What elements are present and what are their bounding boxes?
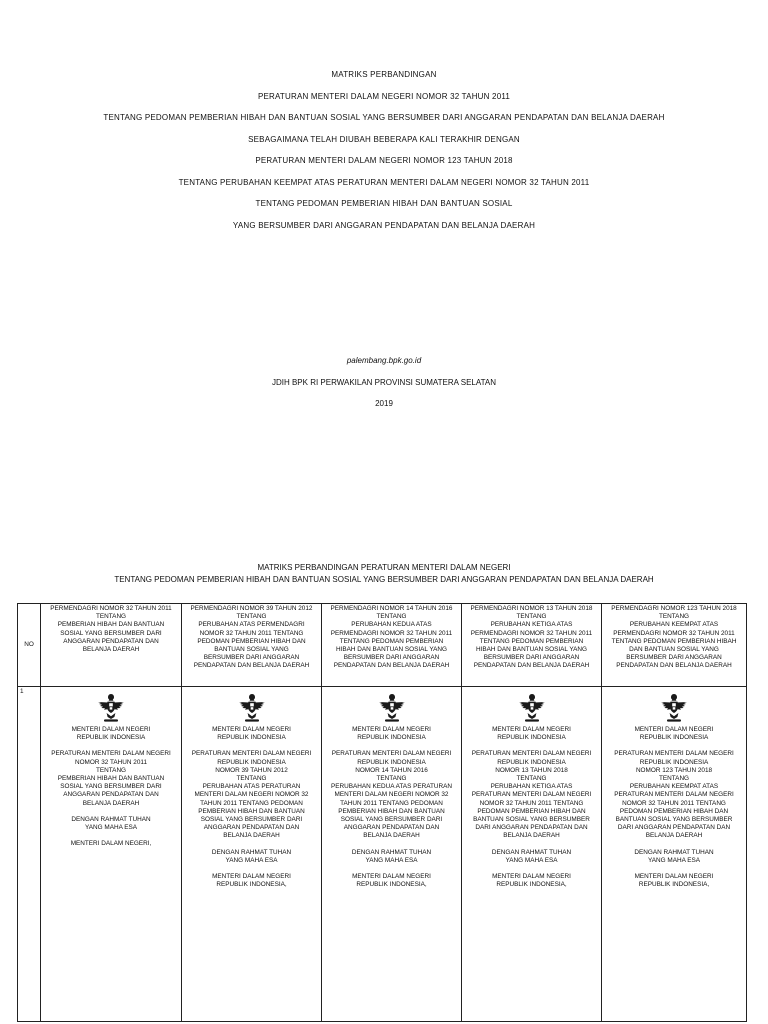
garuda-emblem-icon xyxy=(377,692,407,724)
column-header-line: PEDOMAN PEMBERIAN HIBAH DAN xyxy=(197,637,306,645)
regulation-text-line: MENTERI DALAM NEGERI xyxy=(492,726,571,733)
column-header-line: SOSIAL YANG BERSUMBER DARI xyxy=(60,629,162,637)
regulation-text-line: REPUBLIK INDONESIA xyxy=(357,758,426,766)
regulation-text-line: YANG MAHA ESA xyxy=(365,856,418,864)
regulation-text-line: REPUBLIK INDONESIA xyxy=(639,734,709,742)
paragraph-gap xyxy=(325,865,458,873)
regulation-text-line: PERUBAHAN KETIGA ATAS xyxy=(490,783,573,791)
column-header-line: PENDAPATAN DAN BELANJA DAERAH xyxy=(473,662,590,670)
regulation-text-line: MENTERI DALAM NEGERI xyxy=(352,873,431,881)
table-cell xyxy=(322,687,462,1022)
regulation-text xyxy=(44,726,178,848)
regulation-text-line: REPUBLIK INDONESIA, xyxy=(638,881,710,889)
regulation-text-line: MENTERI DALAM NEGERI NOMOR 32 xyxy=(334,791,449,799)
column-header-line: TENTANG xyxy=(95,613,127,621)
column-header-line: PENDAPATAN DAN BELANJA DAERAH xyxy=(616,662,732,670)
regulation-text-line: NOMOR 13 TAHUN 2018 xyxy=(495,766,568,774)
regulation-text xyxy=(605,726,743,889)
column-header-line: PERMENDAGRI NOMOR 32 TAHUN 2011 xyxy=(330,629,453,637)
paragraph-gap xyxy=(185,742,318,750)
regulation-text-line: PERATURAN MENTERI DALAM NEGERI xyxy=(614,750,734,758)
cover-title-line: PERATURAN MENTERI DALAM NEGERI NOMOR 32 TAHUN 2011 xyxy=(257,91,511,101)
regulation-text-line: PERATURAN MENTERI DALAM NEGERI xyxy=(471,750,592,758)
regulation-text-line: MENTERI DALAM NEGERI xyxy=(352,726,431,733)
regulation-text-line: MENTERI DALAM NEGERI, xyxy=(70,840,152,848)
regulation-text-line: TAHUN 2011 TENTANG PEDOMAN xyxy=(340,799,443,807)
regulation-text-line: REPUBLIK INDONESIA, xyxy=(216,881,287,889)
regulation-text-line: MENTERI DALAM NEGERI xyxy=(492,873,571,881)
regulation-text-line: PERATURAN MENTERI DALAM NEGERI xyxy=(191,750,312,758)
paragraph-gap xyxy=(44,832,178,840)
regulation-text-line: PERUBAHAN KEDUA ATAS PERATURAN xyxy=(330,783,453,791)
column-header-line: PERMENDAGRI NOMOR 13 TAHUN 2018 xyxy=(470,605,593,612)
column-header-line: HIBAH DAN BANTUAN SOSIAL YANG xyxy=(335,646,448,654)
column-header-line: PERMENDAGRI NOMOR 14 TAHUN 2016 xyxy=(330,605,453,612)
column-header-line: BERSUMBER DARI ANGGARAN xyxy=(203,654,300,662)
regulation-text-line: PERUBAHAN ATAS PERATURAN xyxy=(202,783,301,791)
paragraph-gap xyxy=(325,841,458,849)
regulation-text-line: TAHUN 2011 TENTANG PEDOMAN xyxy=(200,799,303,807)
regulation-text-line: REPUBLIK INDONESIA xyxy=(497,734,566,742)
column-header-line: ANGGARAN PENDAPATAN DAN xyxy=(63,637,159,645)
regulation-text-line: MENTERI DALAM NEGERI NOMOR 32 xyxy=(194,791,309,799)
column-header-line: BELANJA DAERAH xyxy=(82,646,140,654)
regulation-text-line: PERUBAHAN KEEMPAT ATAS xyxy=(629,783,719,791)
column-header-line: PERUBAHAN KETIGA ATAS xyxy=(490,621,573,629)
regulation-text-line: SOSIAL YANG BERSUMBER DARI xyxy=(340,816,443,824)
regulation-text-line: ANGGARAN PENDAPATAN DAN xyxy=(203,824,300,832)
regulation-text-line: BELANJA DAERAH xyxy=(363,832,420,840)
regulation-text-line: PEMBERIAN HIBAH DAN BANTUAN xyxy=(198,807,305,815)
column-header-line: PERUBAHAN KEEMPAT ATAS xyxy=(629,621,719,629)
regulation-text-line: TENTANG xyxy=(95,766,127,774)
column-header-line: TENTANG PEDOMAN PEMBERIAN HIBAH xyxy=(611,637,737,645)
cover-title-line: TENTANG PEDOMAN PEMBERIAN HIBAH DAN BANTUAN SOSIAL YANG BERSUMBER DARI ANGGARAN PENDAPATAN DAN BELANJA DAERAH xyxy=(103,113,665,122)
table-row xyxy=(18,687,747,1022)
column-header-line: TENTANG PEDOMAN PEMBERIAN xyxy=(339,637,444,645)
regulation-text-line: DARI ANGGARAN PENDAPATAN DAN xyxy=(475,824,588,832)
regulation-text-line: YANG MAHA ESA xyxy=(505,856,558,864)
regulation-text-line: SOSIAL YANG BERSUMBER DARI xyxy=(200,816,303,824)
regulation-text-line: ANGGARAN PENDAPATAN DAN xyxy=(63,791,159,799)
regulation-text-line: YANG MAHA ESA xyxy=(225,856,278,864)
column-header-line: PERUBAHAN ATAS PERMENDAGRI xyxy=(198,621,305,629)
column-header-line: PENDAPATAN DAN BELANJA DAERAH xyxy=(333,662,450,670)
regulation-text-line: BANTUAN SOSIAL YANG BERSUMBER xyxy=(615,816,733,824)
regulation-text-line: NOMOR 32 TAHUN 2011 TENTANG xyxy=(622,799,726,807)
cover-title-line: MATRIKS PERBANDINGAN xyxy=(331,70,437,79)
column-header xyxy=(41,604,182,687)
regulation-text-line: YANG MAHA ESA xyxy=(647,856,701,864)
paragraph-gap xyxy=(605,742,743,750)
year-text: 2019 xyxy=(375,399,393,408)
organization-text: JDIH BPK RI PERWAKILAN PROVINSI SUMATERA SELATAN xyxy=(271,377,497,387)
paragraph-gap xyxy=(185,841,318,849)
cover-title-block xyxy=(0,64,768,236)
matrix-title-line-1: MATRIKS PERBANDINGAN PERATURAN MENTERI DALAM NEGERI xyxy=(257,563,511,572)
column-header-no: NO xyxy=(18,604,41,687)
regulation-text-line: DENGAN RAHMAT TUHAN xyxy=(634,848,714,856)
regulation-text-line: PEDOMAN PEMBERIAN HIBAH DAN xyxy=(619,807,729,815)
regulation-text xyxy=(185,726,318,889)
regulation-text-line: DENGAN RAHMAT TUHAN xyxy=(491,848,572,856)
regulation-text-line: DENGAN RAHMAT TUHAN xyxy=(211,848,292,856)
regulation-text-line: REPUBLIK INDONESIA xyxy=(357,734,426,742)
regulation-text-line: ANGGARAN PENDAPATAN DAN xyxy=(343,824,440,832)
column-header-line: TENTANG xyxy=(516,613,547,621)
regulation-text-line: NOMOR 32 TAHUN 2011 xyxy=(74,758,148,766)
regulation-text-line: MENTERI DALAM NEGERI xyxy=(634,726,714,733)
paragraph-gap xyxy=(605,841,743,849)
regulation-text-line: DENGAN RAHMAT TUHAN xyxy=(351,848,432,856)
regulation-text-line: NOMOR 39 TAHUN 2012 xyxy=(215,766,288,774)
row-number: 1 xyxy=(18,687,41,1022)
cover-title-line: TENTANG PERUBAHAN KEEMPAT ATAS PERATURAN MENTERI DALAM NEGERI NOMOR 32 TAHUN 2011 xyxy=(178,177,590,187)
regulation-text-line: NOMOR 32 TAHUN 2011 TENTANG xyxy=(479,799,584,807)
table-cell xyxy=(41,687,182,1022)
regulation-text-line: PEMBERIAN HIBAH DAN BANTUAN xyxy=(338,807,445,815)
regulation-text-line: PEMBERIAN HIBAH DAN BANTUAN xyxy=(57,775,165,783)
cover-title-line: YANG BERSUMBER DARI ANGGARAN PENDAPATAN DAN BELANJA DAERAH xyxy=(232,220,536,230)
column-header-line: BERSUMBER DARI ANGGARAN xyxy=(343,654,440,662)
regulation-text-line: MENTERI DALAM NEGERI xyxy=(634,873,714,881)
regulation-text-line: BELANJA DAERAH xyxy=(503,832,560,840)
regulation-text-line: MENTERI DALAM NEGERI xyxy=(212,873,291,881)
regulation-text-line: TENTANG xyxy=(516,775,547,783)
regulation-text xyxy=(325,726,458,889)
table-cell xyxy=(182,687,322,1022)
regulation-text-line: BANTUAN SOSIAL YANG BERSUMBER xyxy=(473,816,590,824)
regulation-text-line: TENTANG xyxy=(236,775,267,783)
column-header-line: NOMOR 32 TAHUN 2011 TENTANG xyxy=(199,629,304,637)
regulation-text-line: PERATURAN MENTERI DALAM NEGERI xyxy=(614,791,734,799)
column-header-line: PERMENDAGRI NOMOR 39 TAHUN 2012 xyxy=(190,605,313,612)
table-header-row xyxy=(18,604,747,687)
paragraph-gap xyxy=(44,808,178,816)
regulation-text-line: YANG MAHA ESA xyxy=(84,824,138,832)
cover-title-line: SEBAGAIMANA TELAH DIUBAH BEBERAPA KALI TERAKHIR DENGAN xyxy=(248,134,520,144)
regulation-text-line: REPUBLIK INDONESIA xyxy=(217,758,286,766)
garuda-emblem-icon xyxy=(96,692,126,724)
regulation-text-line: REPUBLIK INDONESIA xyxy=(639,758,709,766)
regulation-text-line: DENGAN RAHMAT TUHAN xyxy=(71,815,151,823)
garuda-emblem-icon xyxy=(517,692,547,724)
column-header-line: BANTUAN SOSIAL YANG xyxy=(214,646,289,654)
column-header-line: TENTANG xyxy=(658,613,690,621)
regulation-text-line: PERATURAN MENTERI DALAM NEGERI xyxy=(331,750,452,758)
column-header xyxy=(182,604,322,687)
comparison-table xyxy=(17,603,747,1022)
column-header-line: PERMENDAGRI NOMOR 123 TAHUN 2018 xyxy=(611,605,737,612)
matrix-title-line-2: TENTANG PEDOMAN PEMBERIAN HIBAH DAN BANTUAN SOSIAL YANG BERSUMBER DARI ANGGARAN PENDAPATAN DAN BELANJA DAERAH xyxy=(114,575,654,584)
regulation-text-line: TENTANG xyxy=(658,775,690,783)
regulation-text-line: MENTERI DALAM NEGERI xyxy=(212,726,291,733)
column-header-line: TENTANG xyxy=(236,613,267,621)
website-text: palembang.bpk.go.id xyxy=(346,356,422,365)
column-header-line: BERSUMBER DARI ANGGARAN xyxy=(626,654,722,662)
column-header xyxy=(602,604,747,687)
regulation-text-line: SOSIAL YANG BERSUMBER DARI xyxy=(60,783,162,791)
paragraph-gap xyxy=(605,865,743,873)
regulation-text-line: MENTERI DALAM NEGERI xyxy=(71,726,151,733)
column-header-line: TENTANG PEDOMAN PEMBERIAN xyxy=(479,637,584,645)
regulation-text-line: REPUBLIK INDONESIA xyxy=(497,758,566,766)
regulation-text-line: NOMOR 14 TAHUN 2016 xyxy=(355,766,428,774)
paragraph-gap xyxy=(465,841,598,849)
paragraph-gap xyxy=(325,742,458,750)
table-cell xyxy=(462,687,602,1022)
column-header xyxy=(462,604,602,687)
table-cell xyxy=(602,687,747,1022)
regulation-text-line: DARI ANGGARAN PENDAPATAN DAN xyxy=(617,824,731,832)
column-header-line: DAN BANTUAN SOSIAL YANG xyxy=(629,646,719,654)
column-header-line: PERMENDAGRI NOMOR 32 TAHUN 2011 xyxy=(470,629,593,637)
regulation-text-line: TENTANG xyxy=(376,775,407,783)
regulation-text-line: REPUBLIK INDONESIA, xyxy=(496,881,567,889)
cover-title-line: PERATURAN MENTERI DALAM NEGERI NOMOR 123 TAHUN 2018 xyxy=(255,156,513,165)
column-header-line: PERMENDAGRI NOMOR 32 TAHUN 2011 xyxy=(50,605,172,612)
regulation-text xyxy=(465,726,598,889)
paragraph-gap xyxy=(44,742,178,750)
column-header-line: PERUBAHAN KEDUA ATAS xyxy=(351,621,432,629)
column-header-line: PEMBERIAN HIBAH DAN BANTUAN xyxy=(57,621,165,629)
column-header-line: PENDAPATAN DAN BELANJA DAERAH xyxy=(193,662,310,670)
cover-title-line: TENTANG PEDOMAN PEMBERIAN HIBAH DAN BANTUAN SOSIAL xyxy=(255,199,513,208)
regulation-text-line: BELANJA DAERAH xyxy=(223,832,280,840)
column-header-line: TENTANG xyxy=(376,613,407,621)
regulation-text-line: BELANJA DAERAH xyxy=(645,832,703,840)
publisher-block xyxy=(0,350,768,415)
paragraph-gap xyxy=(465,865,598,873)
paragraph-gap xyxy=(465,742,598,750)
garuda-emblem-icon xyxy=(237,692,267,724)
column-header-line: HIBAH DAN BANTUAN SOSIAL YANG xyxy=(475,646,588,654)
matrix-title xyxy=(0,562,768,586)
regulation-text-line: BELANJA DAERAH xyxy=(82,799,140,807)
garuda-emblem-icon xyxy=(659,692,689,724)
paragraph-gap xyxy=(185,865,318,873)
regulation-text-line: PERATURAN MENTERI DALAM NEGERI xyxy=(471,791,592,799)
column-header xyxy=(322,604,462,687)
column-header-line: BERSUMBER DARI ANGGARAN xyxy=(483,654,580,662)
column-header-line: PERMENDAGRI NOMOR 32 TAHUN 2011 xyxy=(613,629,735,637)
regulation-text-line: REPUBLIK INDONESIA, xyxy=(356,881,427,889)
regulation-text-line: NOMOR 123 TAHUN 2018 xyxy=(635,766,713,774)
regulation-text-line: PERATURAN MENTERI DALAM NEGERI xyxy=(51,750,171,758)
regulation-text-line: PEDOMAN PEMBERIAN HIBAH DAN xyxy=(477,807,586,815)
regulation-text-line: REPUBLIK INDONESIA xyxy=(76,734,146,742)
regulation-text-line: REPUBLIK INDONESIA xyxy=(217,734,286,742)
